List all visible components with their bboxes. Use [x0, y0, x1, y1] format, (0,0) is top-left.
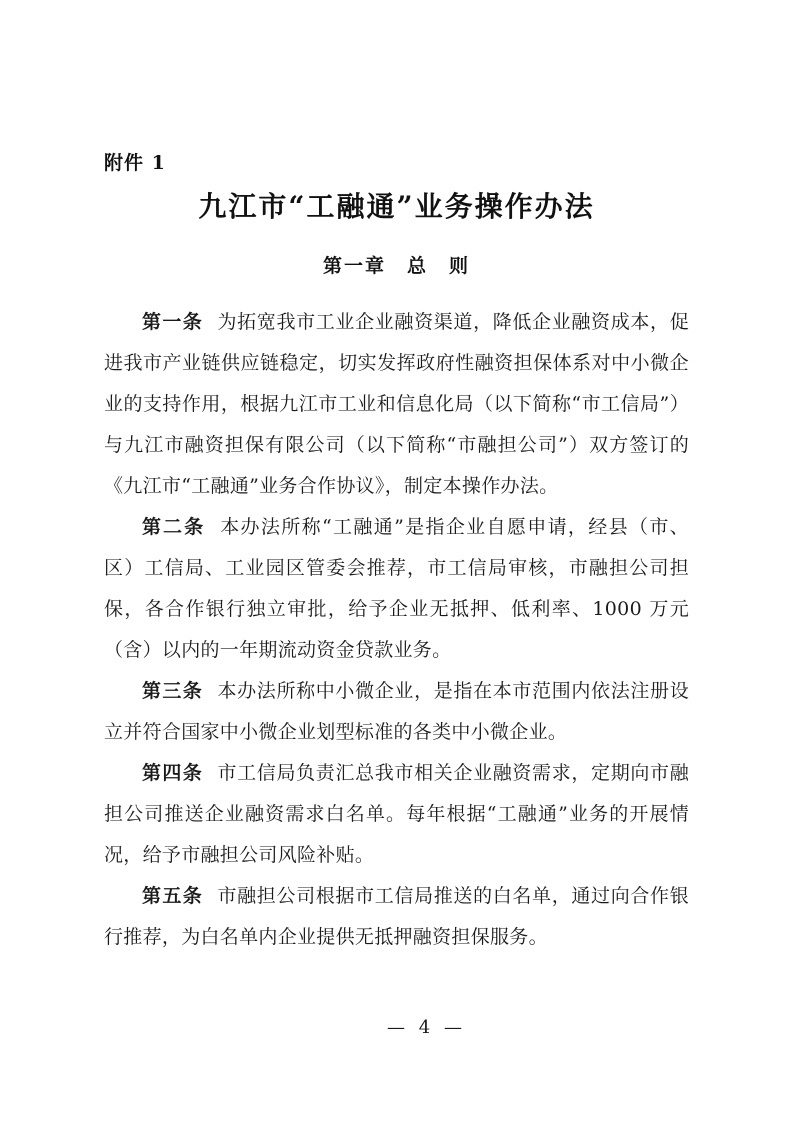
article-number: 第四条	[142, 761, 204, 784]
article-number: 第一条	[142, 310, 204, 333]
article-text: 为拓宽我市工业企业融资渠道，降低企业融资成本，促进我市产业链供应链稳定，切实发挥政府性融资担保体系对中小微企业的支持作用，根据九江市工业和信息化局（以下简称“市工信局”）与九江市融资担保有限公司（以下简称“市融担公司”）双方签订的《九江市“工融通”业务合作协议》，制定本操作办法。	[104, 310, 689, 497]
article-paragraph	[104, 671, 689, 753]
attachment-label: 附件 1	[104, 152, 166, 174]
article-paragraph	[104, 753, 689, 876]
article-text: 本办法所称“工融通”是指企业自愿申请，经县（市、区）工信局、工业园区管委会推荐，市工信局审核，市融担公司担保，各合作银行独立审批，给予企业无抵押、低利率、1000 万元（含）以内的一年期流动资金贷款业务。	[104, 515, 689, 661]
article-text: 市融担公司根据市工信局推送的白名单，通过向合作银行推荐，为白名单内企业提供无抵押融资担保服务。	[104, 884, 689, 948]
article-number: 第五条	[142, 884, 204, 907]
article-text: 本办法所称中小微企业，是指在本市范围内依法注册设立并符合国家中小微企业划型标准的各类中小微企业。	[104, 679, 689, 743]
article-number: 第三条	[142, 679, 204, 702]
article-paragraph	[104, 876, 689, 958]
article-paragraph	[104, 302, 689, 507]
chapter-heading: 第一章 总 则	[322, 254, 470, 277]
article-text: 市工信局负责汇总我市相关企业融资需求，定期向市融担公司推送企业融资需求白名单。每年根据“工融通”业务的开展情况，给予市融担公司风险补贴。	[104, 761, 689, 866]
article-paragraph	[104, 507, 689, 671]
article-number: 第二条	[142, 515, 206, 538]
page-title: 九江市“工融通”业务操作办法	[198, 189, 595, 223]
page-number: — 4 —	[387, 1017, 466, 1038]
